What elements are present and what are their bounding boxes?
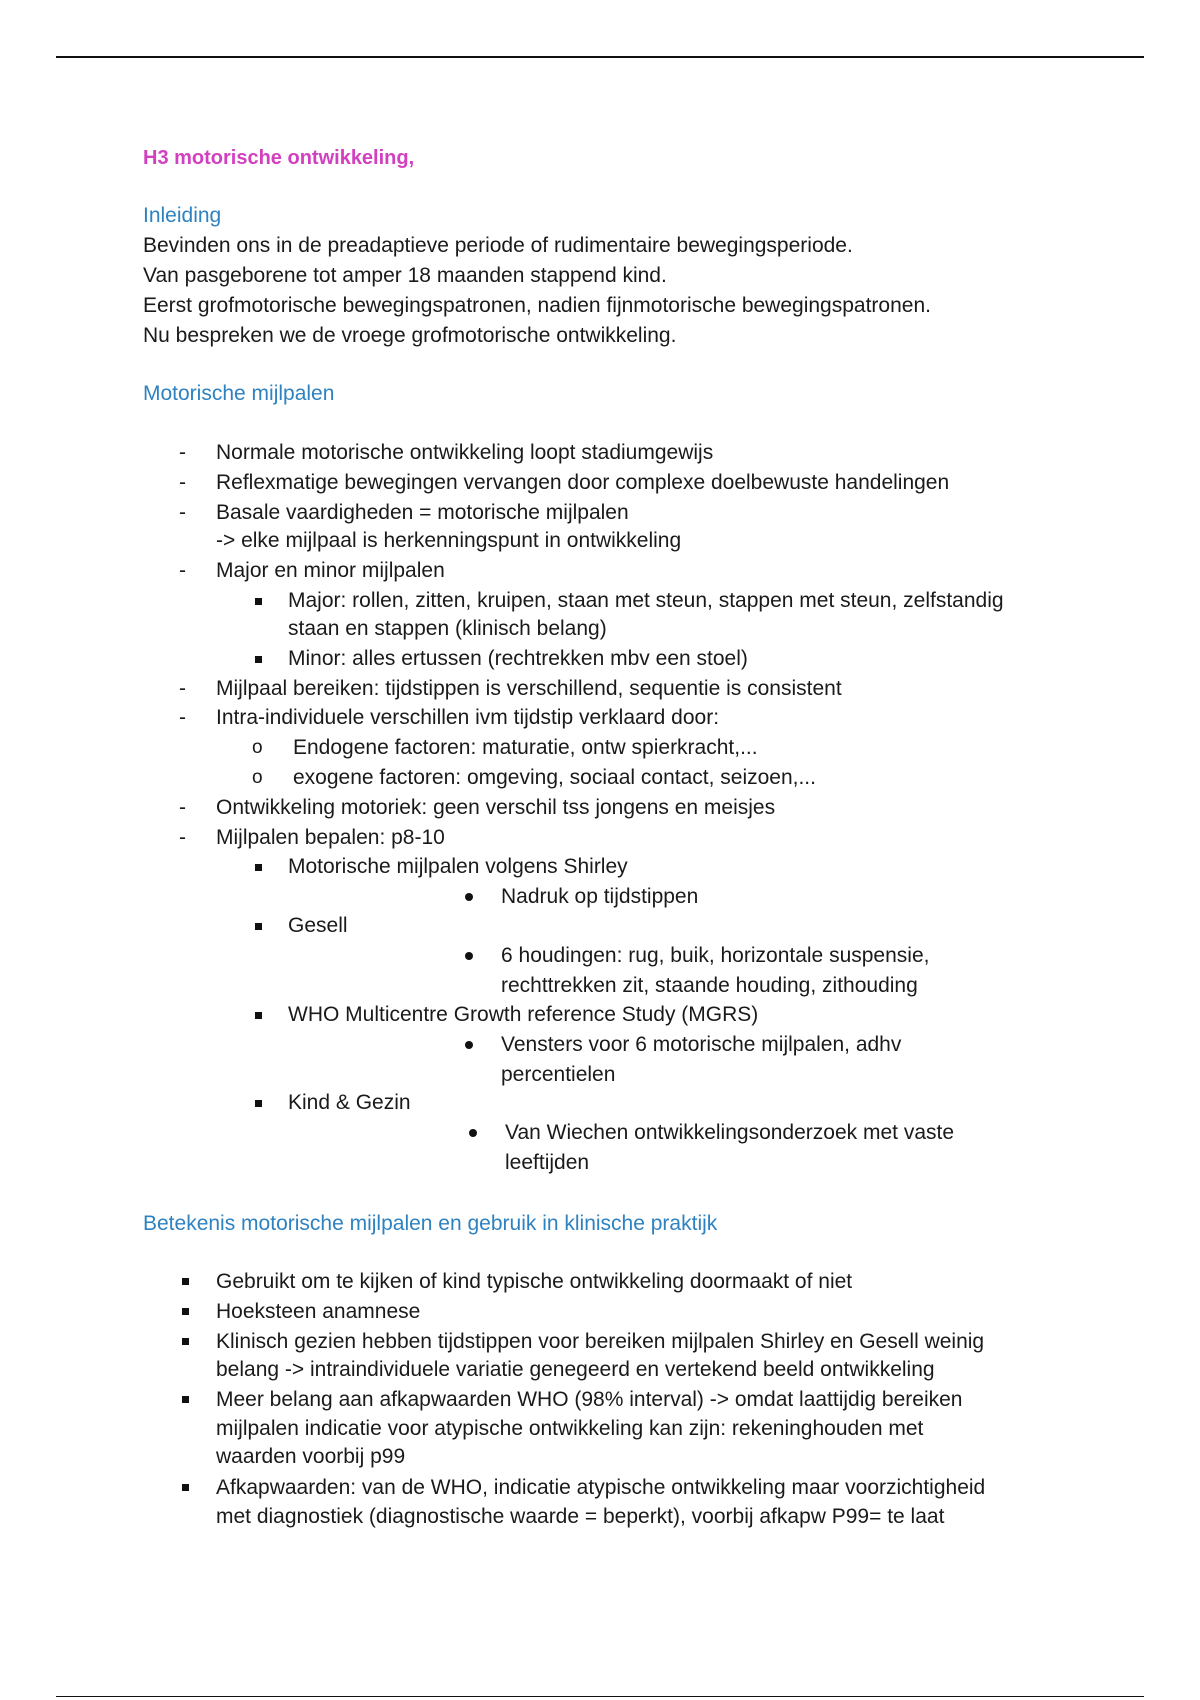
list-item: Mijlpalen bepalen: p8-10 [216,826,445,849]
list-item: Basale vaardigheden = motorische mijlpalen [216,501,629,524]
sub-sub-list-item: Vensters voor 6 motorische mijlpalen, adhv [501,1033,902,1056]
square-bullet [255,1100,262,1107]
list-item-continuation: waarden voorbij p99 [216,1445,406,1468]
square-bullet [182,1396,189,1403]
square-bullet [255,656,262,663]
header-rule [56,56,1144,58]
sub-list-item: Endogene factoren: maturatie, ontw spierkracht,... [293,736,758,759]
section-heading-mijlpalen: Motorische mijlpalen [143,382,335,405]
sub-list-item: exogene factoren: omgeving, sociaal contact, seizoen,... [293,766,816,789]
square-bullet [255,1012,262,1019]
list-item: Meer belang aan afkapwaarden WHO (98% interval) -> omdat laattijdig bereiken [216,1388,963,1411]
section-heading-inleiding: Inleiding [143,204,222,227]
paragraph-line: Van pasgeborene tot amper 18 maanden stappend kind. [143,264,667,287]
sub-list-item: Minor: alles ertussen (rechtrekken mbv een stoel) [288,647,748,670]
sub-sub-list-item: Nadruk op tijdstippen [501,885,699,908]
list-item: Klinisch gezien hebben tijdstippen voor bereiken mijlpalen Shirley en Gesell weinig [216,1330,985,1353]
dash-bullet: - [179,796,186,819]
square-bullet [182,1338,189,1345]
paragraph-line: Eerst grofmotorische bewegingspatronen, nadien fijnmotorische bewegingspatronen. [143,294,931,317]
sub-sub-list-item-continuation: percentielen [501,1063,616,1086]
list-item: Reflexmatige bewegingen vervangen door complexe doelbewuste handelingen [216,471,950,494]
sub-list-item: Kind & Gezin [288,1091,411,1114]
dash-bullet: - [179,826,186,849]
round-bullet [465,893,473,901]
list-item-continuation: mijlpalen indicatie voor atypische ontwikkeling kan zijn: rekeninghouden met [216,1417,924,1440]
page-title: H3 motorische ontwikkeling, [143,147,415,169]
circle-bullet: o [252,767,263,788]
square-bullet [182,1484,189,1491]
paragraph-line: Bevinden ons in de preadaptieve periode of rudimentaire bewegingsperiode. [143,234,853,257]
round-bullet [469,1129,477,1137]
list-item: Mijlpaal bereiken: tijdstippen is verschillend, sequentie is consistent [216,677,842,700]
list-item-continuation: met diagnostiek (diagnostische waarde = beperkt), voorbij afkapw P99= te laat [216,1505,945,1528]
circle-bullet: o [252,737,263,758]
square-bullet [182,1308,189,1315]
list-item: Gebruikt om te kijken of kind typische ontwikkeling doormaakt of niet [216,1270,853,1293]
dash-bullet: - [179,471,186,494]
paragraph-line: Nu bespreken we de vroege grofmotorische ontwikkeling. [143,324,677,347]
square-bullet [255,598,262,605]
sub-list-item: Motorische mijlpalen volgens Shirley [288,855,628,878]
dash-bullet: - [179,706,186,729]
sub-sub-list-item-continuation: rechttrekken zit, staande houding, zithouding [501,974,918,997]
sub-list-item: Gesell [288,914,348,937]
list-item-continuation: belang -> intraindividuele variatie genegeerd en vertekend beeld ontwikkeling [216,1358,935,1381]
square-bullet [182,1278,189,1285]
list-item-continuation: -> elke mijlpaal is herkenningspunt in ontwikkeling [216,529,682,552]
dash-bullet: - [179,677,186,700]
sub-list-item-continuation: staan en stappen (klinisch belang) [288,617,607,640]
sub-list-item: WHO Multicentre Growth reference Study (MGRS) [288,1003,759,1026]
square-bullet [255,864,262,871]
list-item: Afkapwaarden: van de WHO, indicatie atypische ontwikkeling maar voorzichtigheid [216,1476,986,1499]
list-item: Normale motorische ontwikkeling loopt stadiumgewijs [216,441,714,464]
dash-bullet: - [179,501,186,524]
round-bullet [465,1041,473,1049]
sub-sub-list-item: Van Wiechen ontwikkelingsonderzoek met vaste [505,1121,955,1144]
list-item: Intra-individuele verschillen ivm tijdstip verklaard door: [216,706,720,729]
square-bullet [255,923,262,930]
sub-list-item: Major: rollen, zitten, kruipen, staan met steun, stappen met steun, zelfstandig [288,589,1004,612]
round-bullet [465,952,473,960]
list-item: Ontwikkeling motoriek: geen verschil tss jongens en meisjes [216,796,776,819]
footer-rule [56,1696,1144,1697]
sub-sub-list-item-continuation: leeftijden [505,1151,590,1174]
sub-sub-list-item: 6 houdingen: rug, buik, horizontale suspensie, [501,944,930,967]
section-heading-betekenis: Betekenis motorische mijlpalen en gebruik in klinische praktijk [143,1212,718,1235]
dash-bullet: - [179,441,186,464]
list-item: Hoeksteen anamnese [216,1300,421,1323]
list-item: Major en minor mijlpalen [216,559,445,582]
dash-bullet: - [179,559,186,582]
